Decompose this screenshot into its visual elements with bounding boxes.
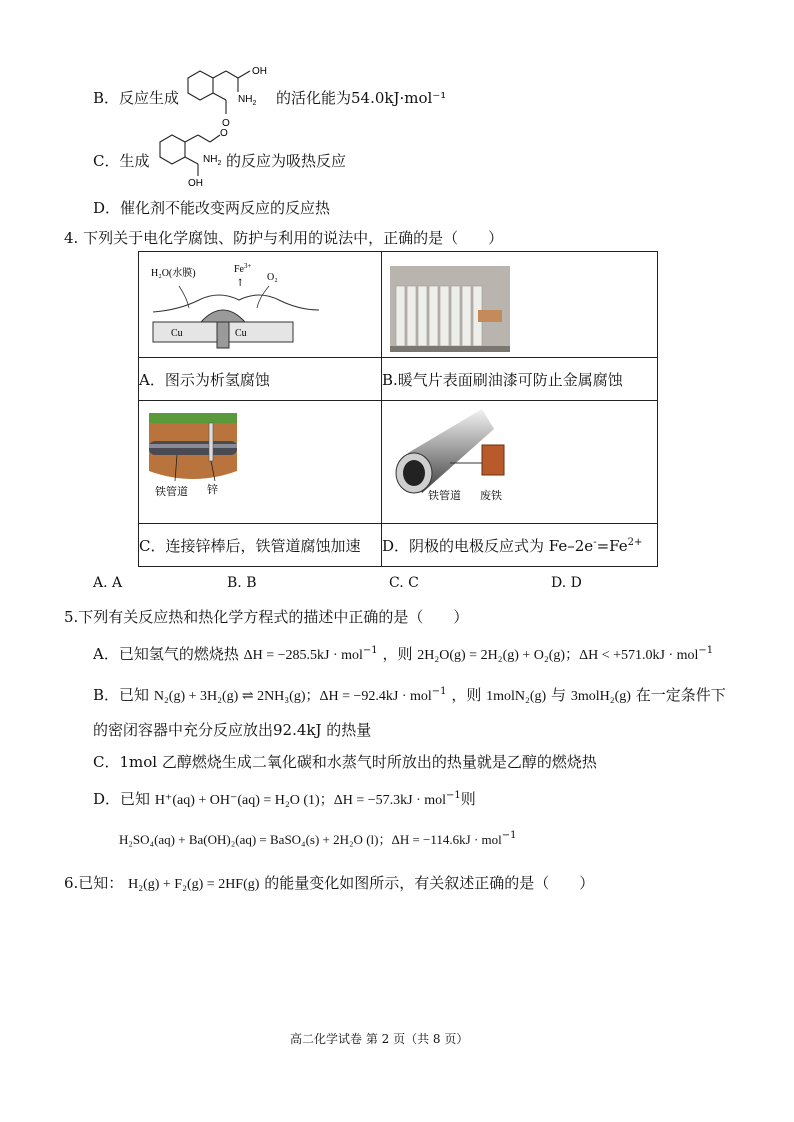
benzene-ring bbox=[188, 71, 213, 100]
o-label: O bbox=[222, 118, 230, 128]
floor bbox=[390, 346, 510, 352]
cu-label-left: Cu bbox=[171, 328, 183, 339]
iron-rivet-stem bbox=[217, 322, 229, 348]
iron-pipe-label: 铁管道 bbox=[428, 489, 461, 502]
pipe-highlight bbox=[149, 444, 237, 448]
page-footer: 高二化学试卷 第 2 页（共 8 页） bbox=[290, 1032, 469, 1046]
q5-option-b: B．已知 N₂(g) + 3H₂(g) ⇌ 2NH₃(g)；ΔH = −92.4kJ · mol$^{-1}$ ，则 1molN₂(g) 与 3molH₂(g) 在一定条件下 bbox=[93, 686, 726, 704]
hand-with-brush bbox=[478, 310, 502, 322]
scrap-iron-label: 废铁 bbox=[480, 489, 502, 502]
caption-d: D．阴极的电极反应式为 $Fe-2e^-=Fe^{2+}$ bbox=[382, 524, 658, 567]
q4-choice-a[interactable]: A. A bbox=[93, 575, 123, 591]
iron-rivet-head bbox=[201, 310, 245, 322]
q5-stem: 5.下列有关反应热和热化学方程式的描述中正确的是（ ） bbox=[64, 608, 469, 626]
q3-option-b-text: 的活化能为54.0kJ·mol⁻¹ bbox=[276, 89, 447, 107]
arrow-curve bbox=[257, 286, 269, 308]
oh-label: OH bbox=[188, 178, 203, 189]
copper-plate-left bbox=[153, 322, 217, 342]
caption-c: C．连接锌棒后，铁管道腐蚀加速 bbox=[139, 524, 382, 567]
benzene-ring bbox=[160, 135, 185, 164]
q5-option-d: D．已知 H⁺(aq) + OH⁻(aq) = H₂O (1)；ΔH = −57.3kJ · mol$^{-1}$则 bbox=[93, 790, 476, 808]
caption-b: B.暖气片表面刷油漆可防止金属腐蚀 bbox=[382, 358, 658, 401]
iron-pipe-label: 铁管道 bbox=[155, 485, 188, 498]
q3-option-c: C．生成 bbox=[93, 152, 150, 170]
figure-a-corrosion-diagram bbox=[139, 252, 381, 353]
h2o-label: H₂O(水膜) bbox=[151, 268, 196, 279]
oh-label: OH bbox=[252, 66, 267, 77]
q4-choice-d[interactable]: D. D bbox=[551, 575, 582, 591]
q4-choice-c[interactable]: C. C bbox=[389, 575, 419, 591]
nh2-label: $NH_2$ bbox=[203, 154, 222, 167]
water-film-curve bbox=[153, 295, 319, 312]
q3-option-b: B．反应生成 bbox=[93, 89, 180, 107]
caption-a: A．图示为析氢腐蚀 bbox=[139, 358, 382, 401]
nh2-label: $NH_2$ bbox=[238, 94, 257, 107]
figure-b-cell bbox=[382, 252, 658, 358]
q6-stem: 6.已知： H₂(g) + F₂(g) = 2HF(g) 的能量变化如图所示，有关叙述正确的是（ ） bbox=[64, 874, 595, 892]
zinc-rod bbox=[209, 423, 213, 461]
q3-option-c-text: 的反应为吸热反应 bbox=[226, 152, 347, 170]
q4-option-table bbox=[138, 251, 658, 567]
o-label: O bbox=[220, 128, 228, 139]
o2-label: O₂ bbox=[267, 272, 278, 283]
pipe-hole bbox=[403, 460, 425, 486]
q5-option-d-equation: H₂SO₄(aq) + Ba(OH)₂(aq) = BaSO₄(s) + 2H₂O (l)；ΔH = −114.6kJ · mol$^{-1}$ bbox=[119, 830, 517, 847]
q5-option-b-line2: 的密闭容器中充分反应放出92.4kJ 的热量 bbox=[93, 721, 372, 739]
zinc-label: 锌 bbox=[207, 483, 218, 496]
q4-stem: 4. 下列关于电化学腐蚀、防护与利用的说法中，正确的是（ ） bbox=[64, 229, 504, 247]
cu-label-right: Cu bbox=[235, 328, 247, 339]
grass bbox=[149, 413, 237, 423]
figure-c-pipeline-diagram bbox=[139, 401, 381, 519]
q4-choice-b[interactable]: B. B bbox=[227, 575, 257, 591]
figure-d-cell bbox=[382, 401, 658, 524]
q5-option-a: A．已知氢气的燃烧热 ΔH = −285.5kJ · mol$^{-1}$ ，则 2H₂O(g) = 2H₂(g) + O₂(g)；ΔH < +571.0kJ · mol$^{-1}$ bbox=[93, 645, 714, 663]
arrow-symbol: ↑ bbox=[236, 278, 245, 289]
q5-option-c: C．1mol 乙醇燃烧生成二氧化碳和水蒸气时所放出的热量就是乙醇的燃烧热 bbox=[93, 753, 597, 771]
figure-c-cell bbox=[139, 401, 382, 524]
q3-option-d: D．催化剂不能改变两反应的反应热 bbox=[93, 199, 331, 217]
figure-b-radiator-photo bbox=[382, 252, 657, 353]
scrap-iron-block bbox=[482, 445, 504, 475]
fe-ion-label: $Fe^{3+}$ bbox=[234, 262, 252, 275]
figure-d-pipe-scrap-iron bbox=[382, 401, 657, 519]
figure-a-cell bbox=[139, 252, 382, 358]
